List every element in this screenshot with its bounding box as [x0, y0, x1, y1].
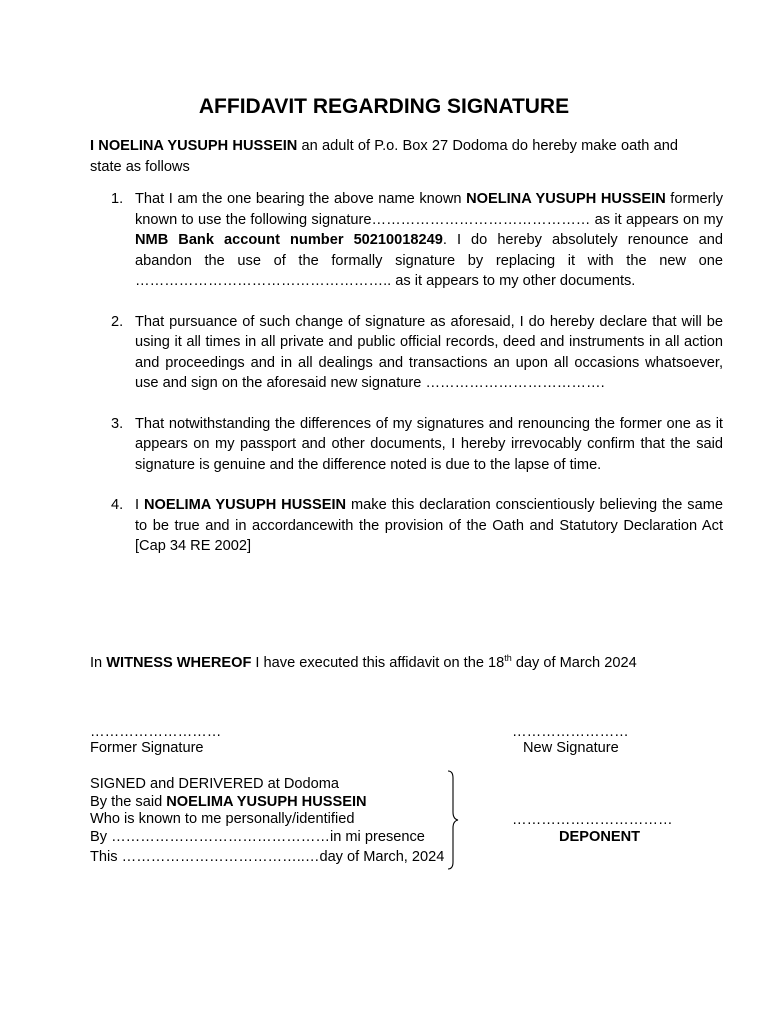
deponent-label: DEPONENT — [559, 829, 641, 845]
intro-paragraph — [90, 136, 678, 177]
item-number: 1. — [111, 191, 124, 207]
former-signature-label: Former Signature — [90, 740, 204, 756]
list-item — [111, 312, 723, 394]
witness-text: In — [90, 655, 107, 671]
list-item — [111, 189, 724, 292]
item-number: 2. — [111, 313, 124, 330]
attestation-text: By the said — [90, 794, 167, 810]
witness-bold: WITNESS WHEREOF — [106, 655, 252, 671]
item-text: I — [135, 497, 144, 513]
deponent-name: I NOELINA YUSUPH HUSSEIN — [90, 138, 298, 154]
list-item — [111, 414, 723, 476]
former-signature-line: ……………………… — [90, 724, 222, 740]
item-bold-name: NOELIMA YUSUPH HUSSEIN — [144, 497, 347, 513]
witness-text: I have executed this affidavit on the 18 — [251, 655, 505, 671]
item-text: formerly known to use the following signature……………………………………… as it appears on my — [135, 191, 724, 228]
curly-brace-icon — [446, 770, 460, 870]
new-signature-label: New Signature — [523, 740, 619, 756]
item-text: . I do hereby absolutely renounce and abandon the use of the formally signature by replacing it with the new one …………………………………………….. as it appears to my other documents. — [135, 232, 723, 289]
item-text: That I am the one bearing the above name known — [135, 191, 467, 207]
item-number: 4. — [111, 497, 124, 513]
attestation-line-5: This ………………………………..…day of March, 2024 — [90, 849, 445, 865]
list-item — [111, 495, 723, 557]
attestation-name: NOELIMA YUSUPH HUSSEIN — [166, 794, 367, 810]
deponent-signature-line: …………………………… — [512, 812, 673, 828]
witness-text: day of March 2024 — [511, 655, 637, 671]
attestation-line-4: By ………………………………………in mi presence — [90, 829, 425, 845]
new-signature-line: …………………… — [512, 724, 629, 740]
witness-line — [90, 653, 690, 674]
item-number: 3. — [111, 415, 124, 432]
bank-account: NMB Bank account number 50210018249 — [135, 232, 443, 248]
attestation-line-3: Who is known to me personally/identified — [90, 811, 355, 827]
attestation-line-1: SIGNED and DERIVERED at Dodoma — [90, 776, 339, 792]
item-text: That pursuance of such change of signature as aforesaid, I do hereby declare that will be using it all times in all private and public official records, deed and instruments in all action and proceedings and in all dealings and transactions an upon all occasions whatsoever, use and sign on the aforesaid new signature ………………………………. — [135, 313, 723, 391]
item-bold-name: NOELINA YUSUPH HUSSEIN — [466, 191, 666, 207]
ordinal-suffix: th — [504, 653, 512, 664]
item-text: make this declaration conscientiously believing the same to be true and in accordancewith the provision of the Oath and Statutory Declaration Act [Cap 34 RE 2002] — [135, 497, 723, 554]
document-title: AFFIDAVIT REGARDING SIGNATURE — [198, 95, 570, 118]
statement-list — [90, 189, 723, 557]
intro-text: an adult of P.o. Box 27 Dodoma do hereby make oath and state as follows — [90, 138, 678, 175]
item-text: That notwithstanding the differences of my signatures and renouncing the former one as it appears on my passport and other documents, I hereby irrevocably confirm that the said signature is genuine and the difference noted is due to the lapse of time. — [135, 415, 723, 473]
